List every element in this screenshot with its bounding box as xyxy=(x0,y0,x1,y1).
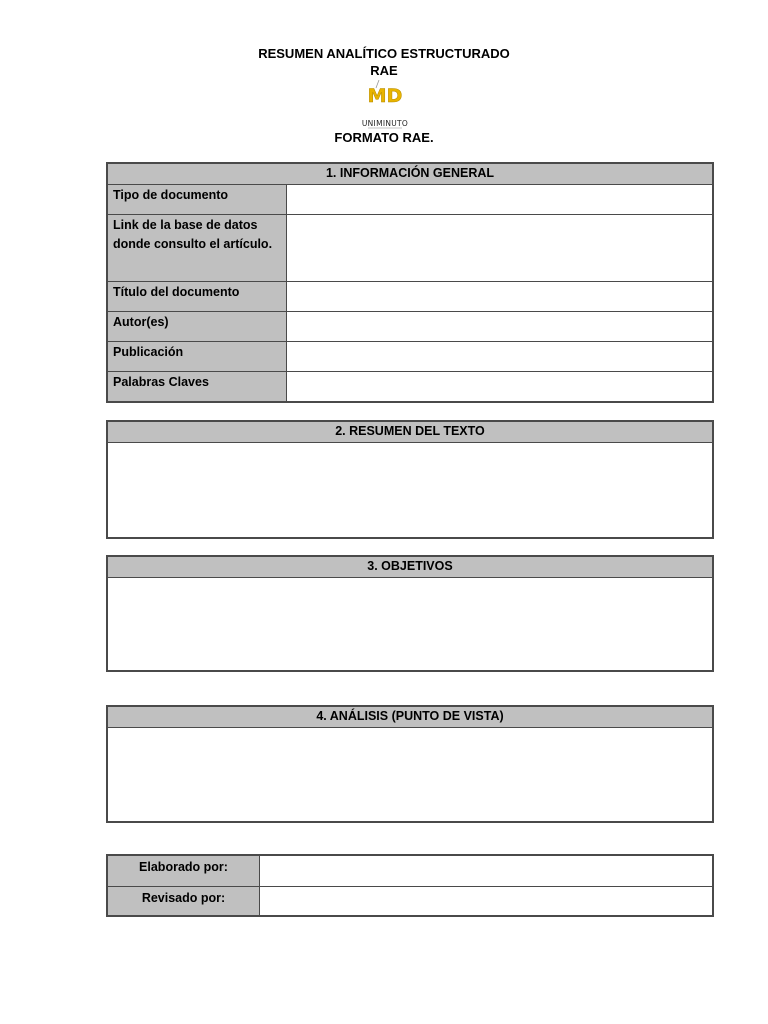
section2-heading: 2. RESUMEN DEL TEXTO xyxy=(107,421,713,443)
uniminuto-logo xyxy=(352,80,418,130)
logo-mark: MD xyxy=(367,85,403,107)
reviewed-by-field[interactable] xyxy=(260,886,714,916)
row-label: Tipo de documento xyxy=(107,185,287,215)
signoff-table xyxy=(106,854,714,917)
document-title: RESUMEN ANALÍTICO ESTRUCTURADO xyxy=(258,46,510,61)
text-summary-field[interactable] xyxy=(107,443,713,539)
row-label: Autor(es) xyxy=(107,312,287,342)
format-title: FORMATO RAE. xyxy=(334,130,434,145)
table-row xyxy=(107,185,713,215)
table-row xyxy=(107,886,713,916)
section3-heading: 3. OBJETIVOS xyxy=(107,556,713,578)
text-summary-table xyxy=(106,420,714,539)
document-type-field[interactable] xyxy=(287,185,714,215)
authors-field[interactable] xyxy=(287,312,714,342)
table-row xyxy=(107,372,713,402)
keywords-field[interactable] xyxy=(287,372,714,402)
publication-field[interactable] xyxy=(287,342,714,372)
table-row xyxy=(107,855,713,886)
document-title-field[interactable] xyxy=(287,282,714,312)
general-info-table xyxy=(106,162,714,403)
section1-heading: 1. INFORMACIÓN GENERAL xyxy=(107,163,713,185)
elaborated-by-label: Elaborado por: xyxy=(107,855,260,886)
reviewed-by-label: Revisado por: xyxy=(107,886,260,916)
row-label: Título del documento xyxy=(107,282,287,312)
table-row xyxy=(107,282,713,312)
document-title-abbrev: RAE xyxy=(370,63,398,78)
elaborated-by-field[interactable] xyxy=(260,855,714,886)
objectives-field[interactable] xyxy=(107,578,713,672)
database-link-field[interactable] xyxy=(287,215,714,282)
analysis-table xyxy=(106,705,714,823)
table-row xyxy=(107,312,713,342)
section4-heading: 4. ANÁLISIS (PUNTO DE VISTA) xyxy=(107,706,713,728)
row-label: Publicación xyxy=(107,342,287,372)
row-label: Link de la base de datos donde consulto el artículo. xyxy=(107,215,287,282)
row-label: Palabras Claves xyxy=(107,372,287,402)
table-row xyxy=(107,342,713,372)
analysis-field[interactable] xyxy=(107,728,713,823)
logo-name: UNIMINUTO xyxy=(361,119,409,128)
objectives-table xyxy=(106,555,714,672)
table-row xyxy=(107,215,713,282)
